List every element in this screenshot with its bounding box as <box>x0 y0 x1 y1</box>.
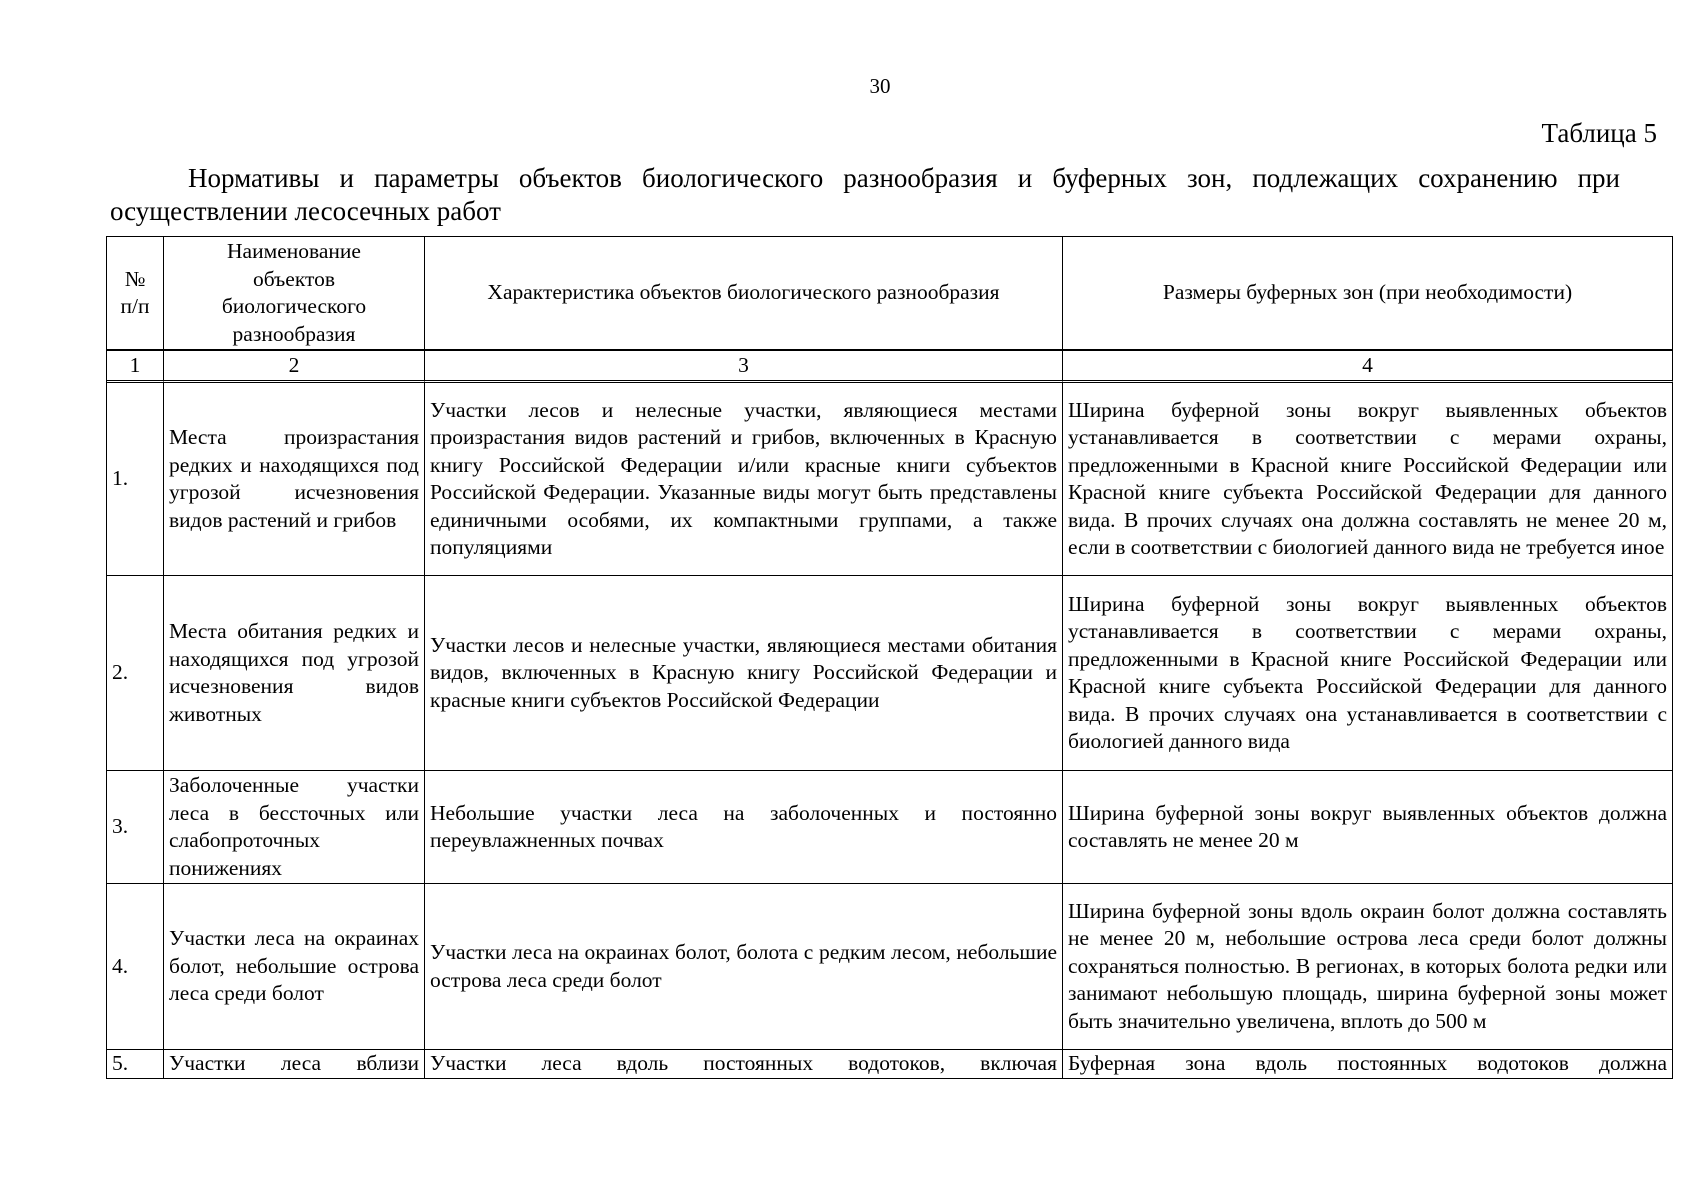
header-name-line: разнообразия <box>232 321 356 346</box>
table-row <box>107 1050 1673 1079</box>
buffer-zone-cell: Ширина буферной зоны вокруг выявленных объектов устанавливается в соответствии с мерами охраны, предложенными в Красной книге Российской Федерации или Красной книге субъекта Российской Федерации для данного вида. В прочих случаях она устанавливается в соответствии с биологией данного вида <box>1063 576 1673 771</box>
header-name-line: биологического <box>221 294 367 318</box>
row-number: 3. <box>107 771 164 884</box>
row-number: 4. <box>107 884 164 1050</box>
header-num <box>107 237 164 350</box>
header-num-line: п/п <box>120 294 150 318</box>
header-name-line: Наименование <box>227 239 361 263</box>
object-name-cell: Участки леса на окраинах болот, небольшие острова леса среди болот <box>164 884 425 1050</box>
object-name-cell: Места произрастания редких и находящихся под угрозой исчезновения видов растений и грибов <box>164 383 425 576</box>
column-number: 3 <box>425 350 1063 383</box>
characteristic-cell: Участки лесов и нелесные участки, являющиеся местами произрастания видов растений и грибов, включенных в Красную книгу Российской Федерации и/или красные книги субъектов Российской Федерации. Указанные виды могут быть представлены единичными особями, их компактными группами, а также популяциями <box>425 383 1063 576</box>
table-title <box>110 162 1620 228</box>
table-row <box>107 771 1673 884</box>
characteristic-cell: Участки леса вдоль постоянных водотоков, включая <box>425 1050 1063 1079</box>
header-name <box>164 237 425 350</box>
column-number: 1 <box>107 350 164 383</box>
object-name-cell: Участки леса вблизи <box>164 1050 425 1079</box>
biodiversity-norms-table <box>106 236 1673 1079</box>
buffer-zone-cell: Ширина буферной зоны вдоль окраин болот должна составлять не менее 20 м, небольшие острова леса среди болот должны сохраняться полностью. В регионах, в которых болота редки или занимают небольшую площадь, ширина буферной зоны может быть значительно увеличена, вплоть до 500 м <box>1063 884 1673 1050</box>
column-number: 2 <box>164 350 425 383</box>
object-name-cell: Заболоченные участки леса в бессточных или слабопроточных понижениях <box>164 771 425 884</box>
buffer-zone-cell: Ширина буферной зоны вокруг выявленных объектов должна составлять не менее 20 м <box>1063 771 1673 884</box>
buffer-zone-cell: Ширина буферной зоны вокруг выявленных объектов устанавливается в соответствии с мерами охраны, предложенными в Красной книге Российской Федерации или Красной книге субъекта Российской Федерации для данного вида. В прочих случаях она должна составлять не менее 20 м, если в соответствии с биологией данного вида не требуется иное <box>1063 383 1673 576</box>
header-row <box>107 237 1673 350</box>
table-title-text: Нормативы и параметры объектов биологического разнообразия и буферных зон, подлежащих сохранению при осуществлении лесосечных работ <box>110 163 1620 226</box>
header-num-line: № <box>124 266 146 291</box>
header-buffer: Размеры буферных зон (при необходимости) <box>1063 237 1673 350</box>
page-number: 30 <box>869 74 891 98</box>
table-label: Таблица 5 <box>1541 118 1657 148</box>
header-characteristic: Характеристика объектов биологического разнообразия <box>425 237 1063 350</box>
table-row <box>107 576 1673 771</box>
characteristic-cell: Небольшие участки леса на заболоченных и постоянно переувлажненных почвах <box>425 771 1063 884</box>
characteristic-cell: Участки лесов и нелесные участки, являющиеся местами обитания видов, включенных в Красную книгу Российской Федерации и красные книги субъектов Российской Федерации <box>425 576 1063 771</box>
buffer-zone-cell: Буферная зона вдоль постоянных водотоков должна <box>1063 1050 1673 1079</box>
row-number: 2. <box>107 576 164 771</box>
header-name-line: объектов <box>253 266 335 291</box>
characteristic-cell: Участки леса на окраинах болот, болота с редким лесом, небольшие острова леса среди болот <box>425 884 1063 1050</box>
object-name-cell: Места обитания редких и находящихся под угрозой исчезновения видов животных <box>164 576 425 771</box>
column-number: 4 <box>1063 350 1673 383</box>
table-row <box>107 884 1673 1050</box>
table-row <box>107 383 1673 576</box>
row-number: 1. <box>107 383 164 576</box>
column-number-row <box>107 350 1673 383</box>
row-number: 5. <box>107 1050 164 1079</box>
